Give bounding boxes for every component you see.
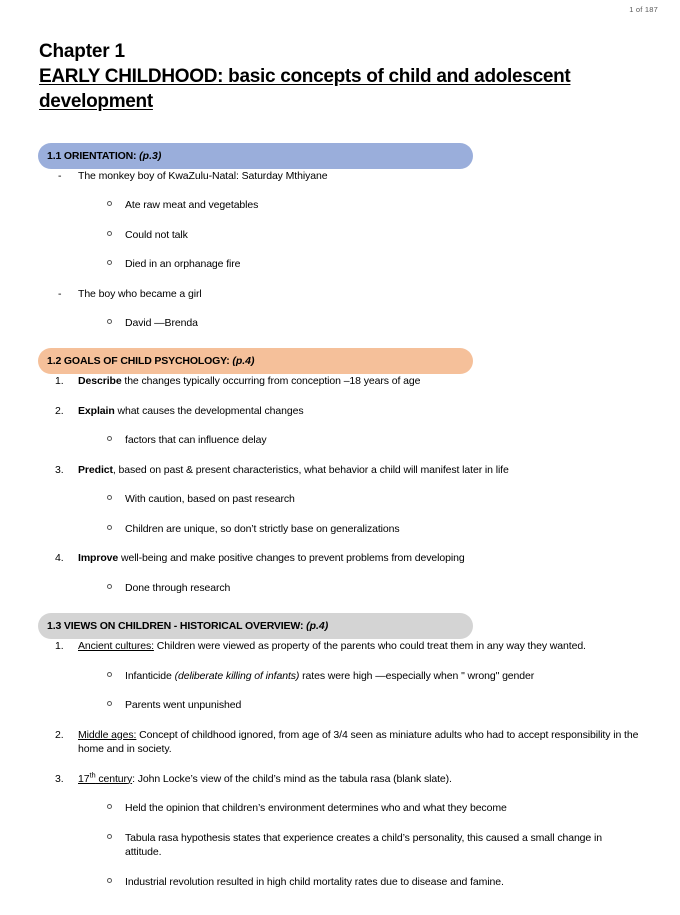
circle-bullet-icon <box>107 260 112 265</box>
section-heading-1-2 <box>38 348 473 374</box>
circle-bullet-icon <box>107 672 112 677</box>
list-number: 3. <box>55 463 64 476</box>
list-item <box>78 492 640 507</box>
list-item-text: The boy who became a girl <box>78 287 202 300</box>
circle-bullet-icon <box>107 201 112 206</box>
list-item-lead: Ancient cultures: <box>78 640 154 652</box>
list-item <box>0 463 680 537</box>
sublist <box>78 581 640 596</box>
list-item-text: Tabula rasa hypothesis states that experience creates a child’s personality, this caused a small change in attitude. <box>125 831 602 858</box>
list-item-text: With caution, based on past research <box>125 493 295 505</box>
sublist <box>78 669 640 713</box>
list-number: 1. <box>55 375 64 387</box>
list-item-text: factors that can influence delay <box>125 434 267 446</box>
list-item-text: , based on past & present characteristics, what behavior a child will manifest later in life <box>112 463 509 476</box>
list-item-text: Concept of childhood ignored, from age of 3/4 seen as miniature adults who had to accept responsibility in the home and in society. <box>78 728 639 755</box>
list-item-lead: Explain <box>78 404 115 417</box>
list-item <box>0 639 680 713</box>
list-item <box>78 433 640 448</box>
title-block <box>39 40 639 114</box>
list-item <box>78 522 640 537</box>
list-item-text: Children are unique, so don’t strictly base on generalizations <box>125 522 400 535</box>
document-content <box>0 143 680 904</box>
circle-bullet-icon <box>107 878 112 883</box>
list-item-text: Ate raw meat and vegetables <box>125 199 259 211</box>
sublist <box>78 316 680 331</box>
list-item <box>78 801 640 816</box>
list-item <box>0 404 680 448</box>
list-item-text-pre: Infanticide <box>125 669 175 682</box>
circle-bullet-icon <box>107 231 112 236</box>
circle-bullet-icon <box>107 701 112 706</box>
list-item <box>78 698 640 713</box>
circle-bullet-icon <box>107 525 112 530</box>
list-item-lead: Improve <box>78 552 119 564</box>
page-pagination: 1 of 187 <box>629 5 658 14</box>
list-item <box>0 728 680 757</box>
ordinal-number: 17 <box>78 772 90 785</box>
section-1-1 <box>0 143 680 330</box>
ordinal-suffix: th <box>89 770 96 779</box>
circle-bullet-icon <box>107 834 112 839</box>
chapter-label: Chapter 1 <box>39 41 125 62</box>
list-number: 3. <box>55 772 64 785</box>
section-1-2 <box>0 348 680 595</box>
list-item <box>78 316 680 331</box>
list-item <box>0 169 680 272</box>
dash-bullet: - <box>58 170 62 182</box>
list-number: 2. <box>55 728 64 741</box>
sublist <box>78 492 640 536</box>
list-item <box>78 831 640 860</box>
section-heading-1-1 <box>38 143 473 169</box>
section-page-ref: (p.4) <box>306 620 329 632</box>
list-item-text: what causes the developmental changes <box>114 404 304 417</box>
list-item <box>0 287 680 331</box>
list-item <box>78 228 680 243</box>
list-item-lead: Middle ages: <box>78 728 137 741</box>
list-item <box>78 875 640 890</box>
section-page-ref: (p.3) <box>139 150 162 162</box>
circle-bullet-icon <box>107 495 112 500</box>
list-item <box>78 669 640 684</box>
circle-bullet-icon <box>107 584 112 589</box>
list-item-text: : John Locke’s view of the child’s mind as the tabula rasa (blank slate). <box>132 772 452 785</box>
list-item-text: Industrial revolution resulted in high child mortality rates due to disease and famine. <box>125 875 504 888</box>
list-item-text-post: rates were high —especially when " wrong" gender <box>299 669 535 682</box>
list-number: 1. <box>55 640 64 652</box>
list-item-text: David —Brenda <box>125 316 198 329</box>
list-number: 2. <box>55 404 64 417</box>
list-item <box>0 374 680 389</box>
list-item-lead: Predict <box>78 463 113 476</box>
sublist <box>78 198 680 272</box>
list-item-text: the changes typically occurring from conception –18 years of age <box>121 375 421 387</box>
section-1-1-list <box>0 169 680 330</box>
section-heading-text: 1.3 VIEWS ON CHILDREN - HISTORICAL OVERVIEW: <box>47 620 304 632</box>
list-number: 4. <box>55 552 64 564</box>
list-item <box>78 257 680 272</box>
sublist <box>78 433 640 448</box>
list-item-text: well-being and make positive changes to prevent problems from developing <box>118 552 465 564</box>
list-item <box>0 772 680 890</box>
circle-bullet-icon <box>107 319 112 324</box>
list-item-text: Died in an orphanage fire <box>125 258 241 270</box>
list-item-text: Could not talk <box>125 228 188 241</box>
list-item-text: The monkey boy of KwaZulu-Natal: Saturday Mthiyane <box>78 170 328 182</box>
list-item-text-italic: (deliberate killing of infants) <box>174 669 300 682</box>
section-page-ref: (p.4) <box>232 355 255 367</box>
ordinal-rest: century <box>95 772 133 785</box>
section-heading-1-3 <box>38 613 473 639</box>
dash-bullet: - <box>58 287 62 300</box>
sublist <box>78 801 640 889</box>
section-heading-text: 1.2 GOALS OF CHILD PSYCHOLOGY: <box>47 355 230 367</box>
chapter-title: EARLY CHILDHOOD: basic concepts of child and adolescent development <box>39 66 571 112</box>
list-item-lead <box>78 770 133 785</box>
list-item <box>78 198 680 213</box>
circle-bullet-icon <box>107 436 112 441</box>
list-item-lead: Describe <box>78 375 122 387</box>
list-item-text: Held the opinion that children’s environment determines who and what they become <box>125 802 507 814</box>
section-1-3 <box>0 613 680 889</box>
list-item-text: Done through research <box>125 581 231 594</box>
list-item <box>0 551 680 595</box>
list-item-text: Parents went unpunished <box>125 699 242 711</box>
list-item <box>78 581 640 596</box>
circle-bullet-icon <box>107 804 112 809</box>
section-1-2-list <box>0 374 680 595</box>
section-1-3-list <box>0 639 680 889</box>
section-heading-text: 1.1 ORIENTATION: <box>47 150 137 162</box>
list-item-text: Children were viewed as property of the parents who could treat them in any way they wanted. <box>153 640 586 652</box>
